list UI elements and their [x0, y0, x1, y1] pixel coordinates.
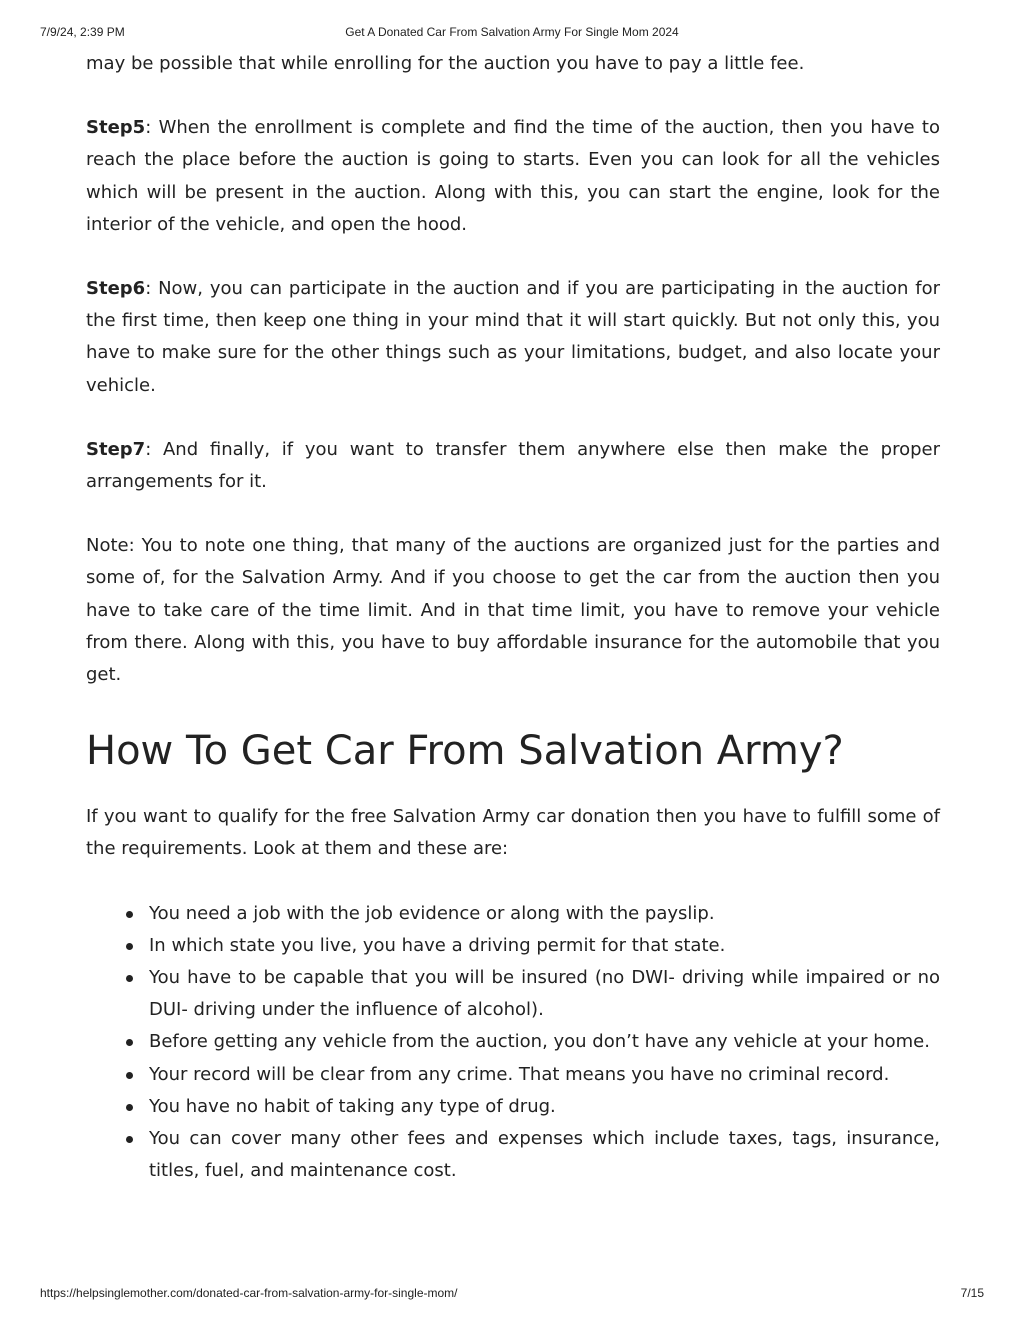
- list-item: [149, 962, 940, 1026]
- list-item: [149, 1091, 940, 1123]
- spacer: [86, 241, 940, 273]
- bullet-icon: [126, 1104, 133, 1111]
- spacer: [86, 498, 940, 530]
- step-text: : And finally, if you want to transfer them anywhere else then make the proper arrangements for it.: [86, 438, 940, 493]
- page-url: https://helpsinglemother.com/donated-car-from-salvation-army-for-single-mom/: [40, 1286, 458, 1300]
- section-heading: How To Get Car From Salvation Army?: [86, 728, 844, 775]
- print-footer: [40, 1286, 984, 1302]
- note-paragraph: Note: You to note one thing, that many of the auctions are organized just for the parties and some of, for the Salvation Army. And if you choose to get the car from the auction then you have to take care of the time limit. And in that time limit, you have to remove your vehicle from there. Along with this, you have to buy affordable insurance for the automobile that you get.: [86, 535, 940, 686]
- list-item: [149, 1026, 940, 1058]
- spacer: [86, 691, 940, 725]
- list-item-text: Before getting any vehicle from the auction, you don’t have any vehicle at your home.: [149, 1031, 930, 1053]
- print-title: Get A Donated Car From Salvation Army For Single Mom 2024: [345, 25, 679, 39]
- bullet-icon: [126, 975, 133, 982]
- step-paragraph: [86, 273, 940, 402]
- spacer: [86, 80, 940, 112]
- requirements-list: [86, 898, 940, 1188]
- list-item-text: Your record will be clear from any crime. That means you have no criminal record.: [149, 1063, 890, 1085]
- list-item-text: You have to be capable that you will be insured (no DWI- driving while impaired or no DUI- driving under the influence of alcohol).: [149, 967, 940, 1021]
- bullet-icon: [126, 911, 133, 918]
- list-item: [149, 898, 940, 930]
- list-item-text: You can cover many other fees and expenses which include taxes, tags, insurance, titles, fuel, and maintenance cost.: [149, 1128, 940, 1182]
- list-item-text: You have no habit of taking any type of drug.: [149, 1095, 556, 1117]
- bullet-icon: [126, 1072, 133, 1079]
- print-datetime: 7/9/24, 2:39 PM: [40, 25, 125, 39]
- continued-paragraph: may be possible that while enrolling for the auction you have to pay a little fee.: [86, 53, 805, 74]
- step-label: Step5: [86, 117, 146, 139]
- section-intro: If you want to qualify for the free Salvation Army car donation then you have to fulfill some of the requirements. Look at them and these are:: [86, 806, 940, 860]
- list-item-text: You need a job with the job evidence or along with the payslip.: [149, 902, 715, 924]
- list-item: [149, 1059, 940, 1091]
- step-text: : When the enrollment is complete and find the time of the auction, then you have to reach the place before the auction is going to starts. Even you can look for all the vehicles which will be present in the auction. Along with this, you can start the engine, look for the interior of the vehicle, and open the hood.: [86, 117, 940, 235]
- step-label: Step6: [86, 278, 146, 300]
- list-item: [149, 1123, 940, 1187]
- step-paragraph: [86, 112, 940, 241]
- step-label: Step7: [86, 438, 146, 460]
- step-paragraph: [86, 434, 940, 498]
- list-item: [149, 930, 940, 962]
- list-item-text: In which state you live, you have a driving permit for that state.: [149, 934, 726, 956]
- spacer: [86, 777, 940, 801]
- bullet-icon: [126, 1039, 133, 1046]
- spacer: [86, 866, 940, 898]
- page-number: 7/15: [960, 1286, 984, 1300]
- step-text: : Now, you can participate in the auction and if you are participating in the auction for the first time, then keep one thing in your mind that it will start quickly. But not only this, you have to make sure for the other things such as your limitations, budget, and also locate your vehicle.: [86, 278, 940, 396]
- print-header: [40, 25, 984, 41]
- article-content: [86, 48, 940, 1187]
- bullet-icon: [126, 1136, 133, 1143]
- bullet-icon: [126, 943, 133, 950]
- spacer: [86, 402, 940, 434]
